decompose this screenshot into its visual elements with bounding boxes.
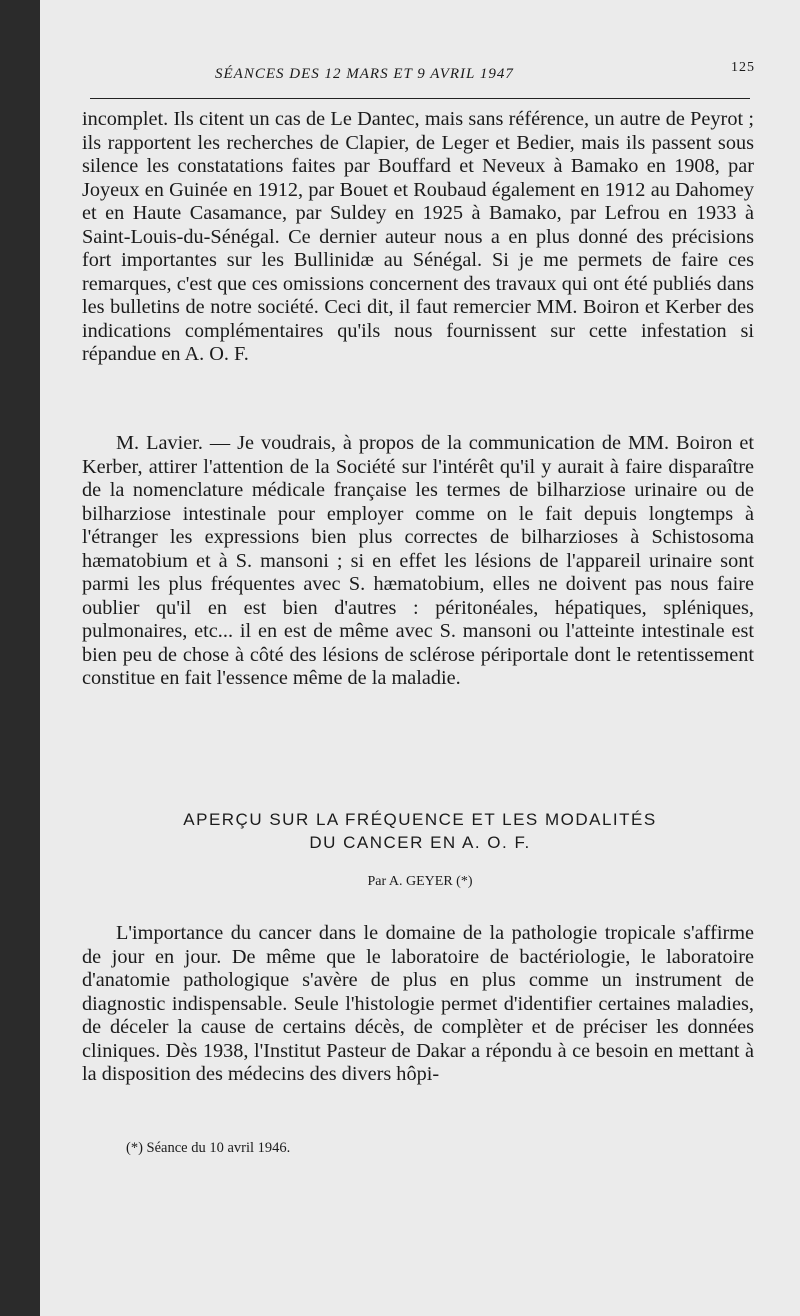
discussion-block	[82, 108, 754, 367]
discussion-paragraph: incomplet. Ils citent un cas de Le Dantec, mais sans référence, un autre de Peyrot ; ils rapportent les recherches de Clapier, de Leger et Bedier, mais ils passent sous silence les constatations faites par Bouffard et Neveux à Bamako en 1908, par Joyeux en Guinée en 1912, par Bouet et Roubaud également en 1912 au Dahomey et en Haute Casamance, par Suldey en 1925 à Bamako, par Lefrou en 1933 à Saint-Louis-du-Sénégal. Ce dernier auteur nous a en plus donné des précisions fort importantes sur les Bullinidæ au Sénégal. Si je me permets de faire ces remarques, c'est que ces omissions concernent des travaux qui ont été publiés dans les bulletins de notre société. Ceci dit, il faut remercier MM. Boiron et Kerber des indications complémentaires qu'ils nous fournissent sur cette infestation si répandue en A. O. F.	[82, 108, 754, 365]
header-rule	[90, 98, 750, 99]
footnote: (*) Séance du 10 avril 1946.	[126, 1140, 291, 1156]
document-page	[40, 0, 800, 1316]
page-number: 125	[731, 60, 755, 75]
article-body	[82, 922, 754, 1087]
lavier-block	[82, 432, 754, 691]
article-intro-paragraph: L'importance du cancer dans le domaine de la pathologie tropicale s'affirme de jour en jour. De même que le laboratoire de bactériologie, le laboratoire d'anatomie pathologique s'avère de plus en plus comme un instrument de diagnostic indispensable. Seule l'histologie permet d'identifier certaines maladies, de déceler la cause de certains décès, de complèter et de préciser les données cliniques. Dès 1938, l'Institut Pasteur de Dakar a répondu à ce besoin en mettant à la disposition des médecins des divers hôpi-	[82, 922, 754, 1085]
lavier-paragraph: M. Lavier. — Je voudrais, à propos de la communication de MM. Boiron et Kerber, attirer l'attention de la Société sur l'intérêt qu'il y aurait à faire disparaître de la nomenclature médicale française les termes de bilharziose urinaire ou de bilharziose intestinale pour employer comme on le fait depuis longtemps à l'étranger les expressions bien plus correctes de bilharzioses à Schistosoma hæmatobium et à S. mansoni ; si en effet les lésions de l'appareil urinaire sont parmi les plus fréquentes avec S. hæmatobium, elles ne doivent pas nous faire oublier qu'il en est bien d'autres : péritonéales, hépatiques, spléniques, pulmonaires, etc... il en est de même avec S. mansoni ou l'atteinte intestinale est bien peu de chose à côté des lésions de sclérose périportale dont le retentissement constitue en fait l'essence même de la maladie.	[82, 432, 754, 689]
running-title: SÉANCES DES 12 MARS ET 9 AVRIL 1947	[215, 66, 514, 82]
article-byline: Par A. GEYER (*)	[367, 874, 473, 889]
article-title-line2: DU CANCER EN A. O. F.	[309, 833, 531, 852]
article-title-line1: APERÇU SUR LA FRÉQUENCE ET LES MODALITÉS	[183, 810, 657, 829]
